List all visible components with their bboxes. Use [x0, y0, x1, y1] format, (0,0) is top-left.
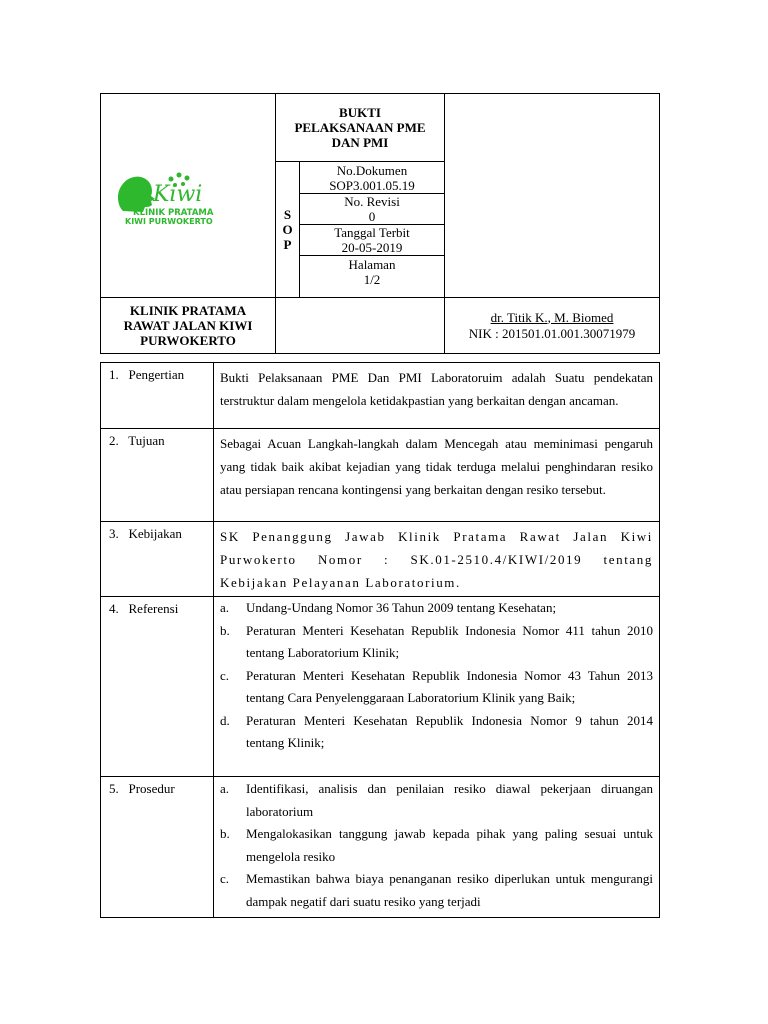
document-header	[100, 93, 660, 354]
table-row	[101, 777, 660, 918]
table-row	[101, 522, 660, 597]
section-text: Sebagai Acuan Langkah-langkah dalam Mencegah atau meminimasi pengaruh yang tidak baik akibat kejadian yang tidak terduga melalui penghindaran resiko atau persiapan rencana kontingensi yang berkaitan dengan resiko tersebut.	[214, 429, 660, 522]
list-item: b. Peraturan Menteri Kesehatan Republik Indonesia Nomor 411 tahun 2010 tentang Laboratorium Klinik;	[220, 622, 653, 660]
svg-text:KIWI PURWOKERTO: KIWI PURWOKERTO	[125, 216, 213, 226]
list-item: a. Undang-Undang Nomor 36 Tahun 2009 tentang Kesehatan;	[220, 600, 557, 615]
svg-text:KLINIK PRATAMA: KLINIK PRATAMA	[133, 207, 214, 218]
section-text: Bukti Pelaksanaan PME Dan PMI Laboratoruim adalah Suatu pendekatan terstruktur dalam mengelola ketidakpastian yang berkaitan dengan ancaman.	[214, 363, 660, 429]
table-row	[101, 363, 660, 429]
signer-nik: NIK : 201501.01.001.30071979	[468, 325, 636, 341]
section-label: 3. Kebijakan	[101, 522, 214, 597]
kiwi-logo-icon	[113, 165, 263, 227]
section-text: SK Penanggung Jawab Klinik Pratama Rawat Jalan Kiwi Purwokerto Nomor : SK.01-2510.4/KIWI/2019 tentang Kebijakan Pelayanan Laboratorium.	[214, 522, 660, 597]
signer-name: dr. Titik K., M. Biomed	[490, 309, 614, 325]
field-issue-date: Tanggal Terbit 20-05-2019	[300, 225, 445, 256]
field-document-number: No.Dokumen SOP3.001.05.19	[300, 162, 445, 194]
list-item: c. Peraturan Menteri Kesehatan Republik Indonesia Nomor 43 Tahun 2013 tentang Cara Penyelenggaraan Laboratorium Klinik yang Baik;	[220, 667, 653, 705]
section-list	[214, 777, 660, 918]
field-page: Halaman 1/2	[300, 256, 445, 298]
section-label: 2. Tujuan	[101, 429, 214, 522]
list-item: c. Memastikan bahwa biaya penanganan resiko diperlukan untuk mengurangi dampak negatif dari suatu resiko yang terjadi	[220, 871, 653, 909]
section-list	[214, 597, 660, 777]
section-label: 5. Prosedur	[101, 777, 214, 918]
clinic-name: KLINIK PRATAMA RAWAT JALAN KIWI PURWOKERTO	[101, 298, 276, 354]
header-empty-cell	[276, 298, 445, 354]
list-item: b. Mengalokasikan tanggung jawab kepada pihak yang paling sesuai untuk mengelola resiko	[220, 826, 653, 864]
section-label: 4. Referensi	[101, 597, 214, 777]
list-item: d. Peraturan Menteri Kesehatan Republik Indonesia Nomor 9 tahun 2014 tentang Klinik;	[220, 712, 653, 750]
section-label: 1. Pengertian	[101, 363, 214, 429]
list-item: a. Identifikasi, analisis dan penilaian resiko diawal pekerjaan diruangan laboratorium	[220, 781, 653, 819]
table-row	[101, 429, 660, 522]
svg-text:Kiwi: Kiwi	[153, 181, 203, 207]
sop-label: S O P	[276, 162, 300, 298]
header-blank-cell	[445, 94, 660, 298]
sop-content-table	[100, 362, 660, 918]
clinic-logo	[101, 165, 275, 227]
document-title: BUKTI PELAKSANAAN PME DAN PMI	[276, 94, 445, 162]
signer-block	[445, 298, 660, 354]
logo-cell	[101, 94, 276, 298]
field-revision: No. Revisi 0	[300, 194, 445, 225]
table-row	[101, 597, 660, 777]
